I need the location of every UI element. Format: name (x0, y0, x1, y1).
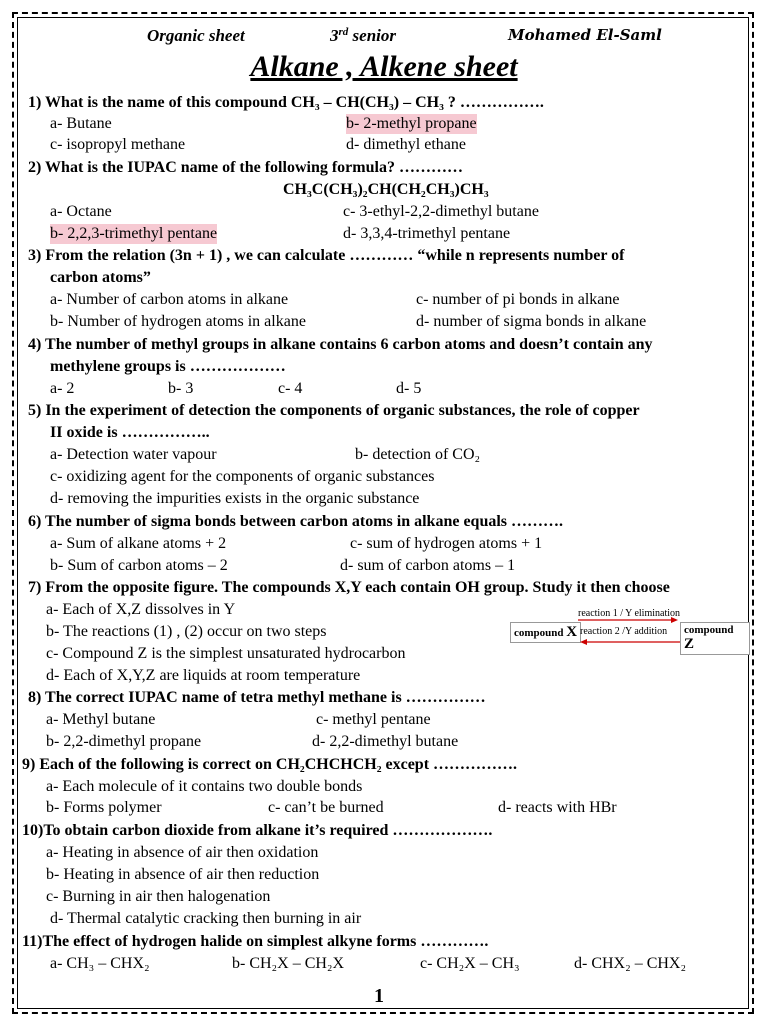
q10-option-b: b- Heating in absence of air then reduction (46, 866, 320, 883)
compound-x-letter: X (566, 624, 578, 640)
question-10: 10)To obtain carbon dioxide from alkane it’s required ………………. (22, 822, 493, 839)
q7-option-b: b- The reactions (1) , (2) occur on two steps (46, 623, 327, 640)
q4-option-a: a- 2 (50, 380, 75, 397)
q6-option-b: b- Sum of carbon atoms – 2 (50, 557, 228, 574)
q2-option-d: d- 3,3,4-trimethyl pentane (343, 225, 511, 242)
q10-option-a: a- Heating in absence of air then oxidation (46, 844, 319, 861)
q5-option-a: a- Detection water vapour (50, 446, 217, 463)
page-number: 1 (374, 985, 384, 1007)
header-grade (330, 26, 396, 46)
q7-option-c: c- Compound Z is the simplest unsaturated hydrocarbon (46, 645, 406, 662)
q5-option-c: c- oxidizing agent for the components of organic substances (50, 468, 435, 485)
q6-option-a: a- Sum of alkane atoms + 2 (50, 535, 227, 552)
q11-option-c: c- CH₂X – CH₃ (420, 955, 520, 972)
q2-formula: CH₃C(CH₃)₂CH(CH₂CH₃)CH₃ (283, 181, 489, 198)
question-1: 1) What is the name of this compound CH₃ – CH(CH₃) – CH₃ ? ……………. (28, 94, 544, 111)
q10-option-c: c- Burning in air then halogenation (46, 888, 271, 905)
question-4-line-2: methylene groups is ……………… (50, 358, 286, 375)
q6-option-d: d- sum of carbon atoms – 1 (340, 557, 516, 574)
question-2: 2) What is the IUPAC name of the following formula? ………… (28, 159, 463, 176)
q1-option-c: c- isopropyl methane (50, 136, 186, 153)
reaction-arrows (510, 606, 750, 656)
q1-option-a: a- Butane (50, 115, 112, 132)
q4-option-d: d- 5 (396, 380, 422, 397)
q9-option-b: b- Forms polymer (46, 799, 162, 816)
q9-option-c: c- can’t be burned (268, 799, 384, 816)
q9-option-d: d- reacts with HBr (498, 799, 617, 816)
q2-option-a: a- Octane (50, 203, 112, 220)
q5-option-b: b- detection of CO₂ (355, 446, 481, 463)
compound-z-letter: Z (684, 636, 695, 652)
question-3-line-2: carbon atoms” (50, 269, 151, 286)
header-subject: Organic sheet (147, 26, 245, 45)
q5-option-d: d- removing the impurities exists in the organic substance (50, 490, 420, 507)
grade-word: senior (352, 26, 396, 45)
q8-option-c: c- methyl pentane (316, 711, 431, 728)
compound-z-word: compound (684, 624, 734, 636)
q6-option-c: c- sum of hydrogen atoms + 1 (350, 535, 543, 552)
q8-option-a: a- Methyl butane (46, 711, 156, 728)
q4-option-c: c- 4 (278, 380, 303, 397)
q3-option-c: c- number of pi bonds in alkane (416, 291, 620, 308)
q8-option-b: b- 2,2-dimethyl propane (46, 733, 202, 750)
q10-option-d: d- Thermal catalytic cracking then burning in air (50, 910, 362, 927)
q3-option-b: b- Number of hydrogen atoms in alkane (50, 313, 306, 330)
q7-option-d: d- Each of X,Y,Z are liquids at room temperature (46, 667, 361, 684)
question-11: 11)The effect of hydrogen halide on simplest alkyne forms …………. (22, 933, 489, 950)
q11-option-d: d- CHX₂ – CHX₂ (574, 955, 687, 972)
question-6: 6) The number of sigma bonds between carbon atoms in alkane equals ………. (28, 513, 564, 530)
q2-option-c: c- 3-ethyl-2,2-dimethyl butane (343, 203, 539, 220)
reaction-2-label: reaction 2 /Y addition (580, 626, 668, 637)
reaction-1-label: reaction 1 / Y elimination (578, 608, 681, 619)
compound-x-word: compound (514, 627, 564, 639)
q1-option-d: d- dimethyl ethane (346, 136, 466, 153)
q3-option-d: d- number of sigma bonds in alkane (416, 313, 647, 330)
q1-option-b-answer: b- 2-methyl propane (346, 115, 477, 132)
q3-option-a: a- Number of carbon atoms in alkane (50, 291, 289, 308)
question-7: 7) From the opposite figure. The compounds X,Y each contain OH group. Study it then choose (28, 579, 670, 596)
grade-superscript: rd (338, 26, 349, 38)
q2-option-b-answer: b- 2,2,3-trimethyl pentane (50, 225, 218, 242)
sheet-title: Alkane , Alkene sheet (250, 50, 518, 83)
question-4-line-1: 4) The number of methyl groups in alkane contains 6 carbon atoms and doesn’t contain any (28, 336, 653, 353)
question-5-line-2: II oxide is …………….. (50, 424, 210, 441)
question-8: 8) The correct IUPAC name of tetra methyl methane is …………… (28, 689, 486, 706)
q9-option-a: a- Each molecule of it contains two double bonds (46, 778, 363, 795)
q11-option-a: a- CH₃ – CHX₂ (50, 955, 150, 972)
q7-option-a: a- Each of X,Z dissolves in Y (46, 601, 236, 618)
question-5-line-1: 5) In the experiment of detection the components of organic substances, the role of copper (28, 402, 640, 419)
header-author: Mohamed El-Saml (508, 26, 662, 44)
q4-option-b: b- 3 (168, 380, 194, 397)
grade-number: 3 (330, 26, 339, 45)
reaction-figure (510, 606, 750, 656)
q11-option-b: b- CH₂X – CH₂X (232, 955, 345, 972)
question-3-line-1: 3) From the relation (3n + 1) , we can calculate ………… “while n represents number of (28, 247, 625, 264)
question-9: 9) Each of the following is correct on CH₂CHCHCH₂ except ……………. (22, 756, 518, 773)
q8-option-d: d- 2,2-dimethyl butane (312, 733, 459, 750)
